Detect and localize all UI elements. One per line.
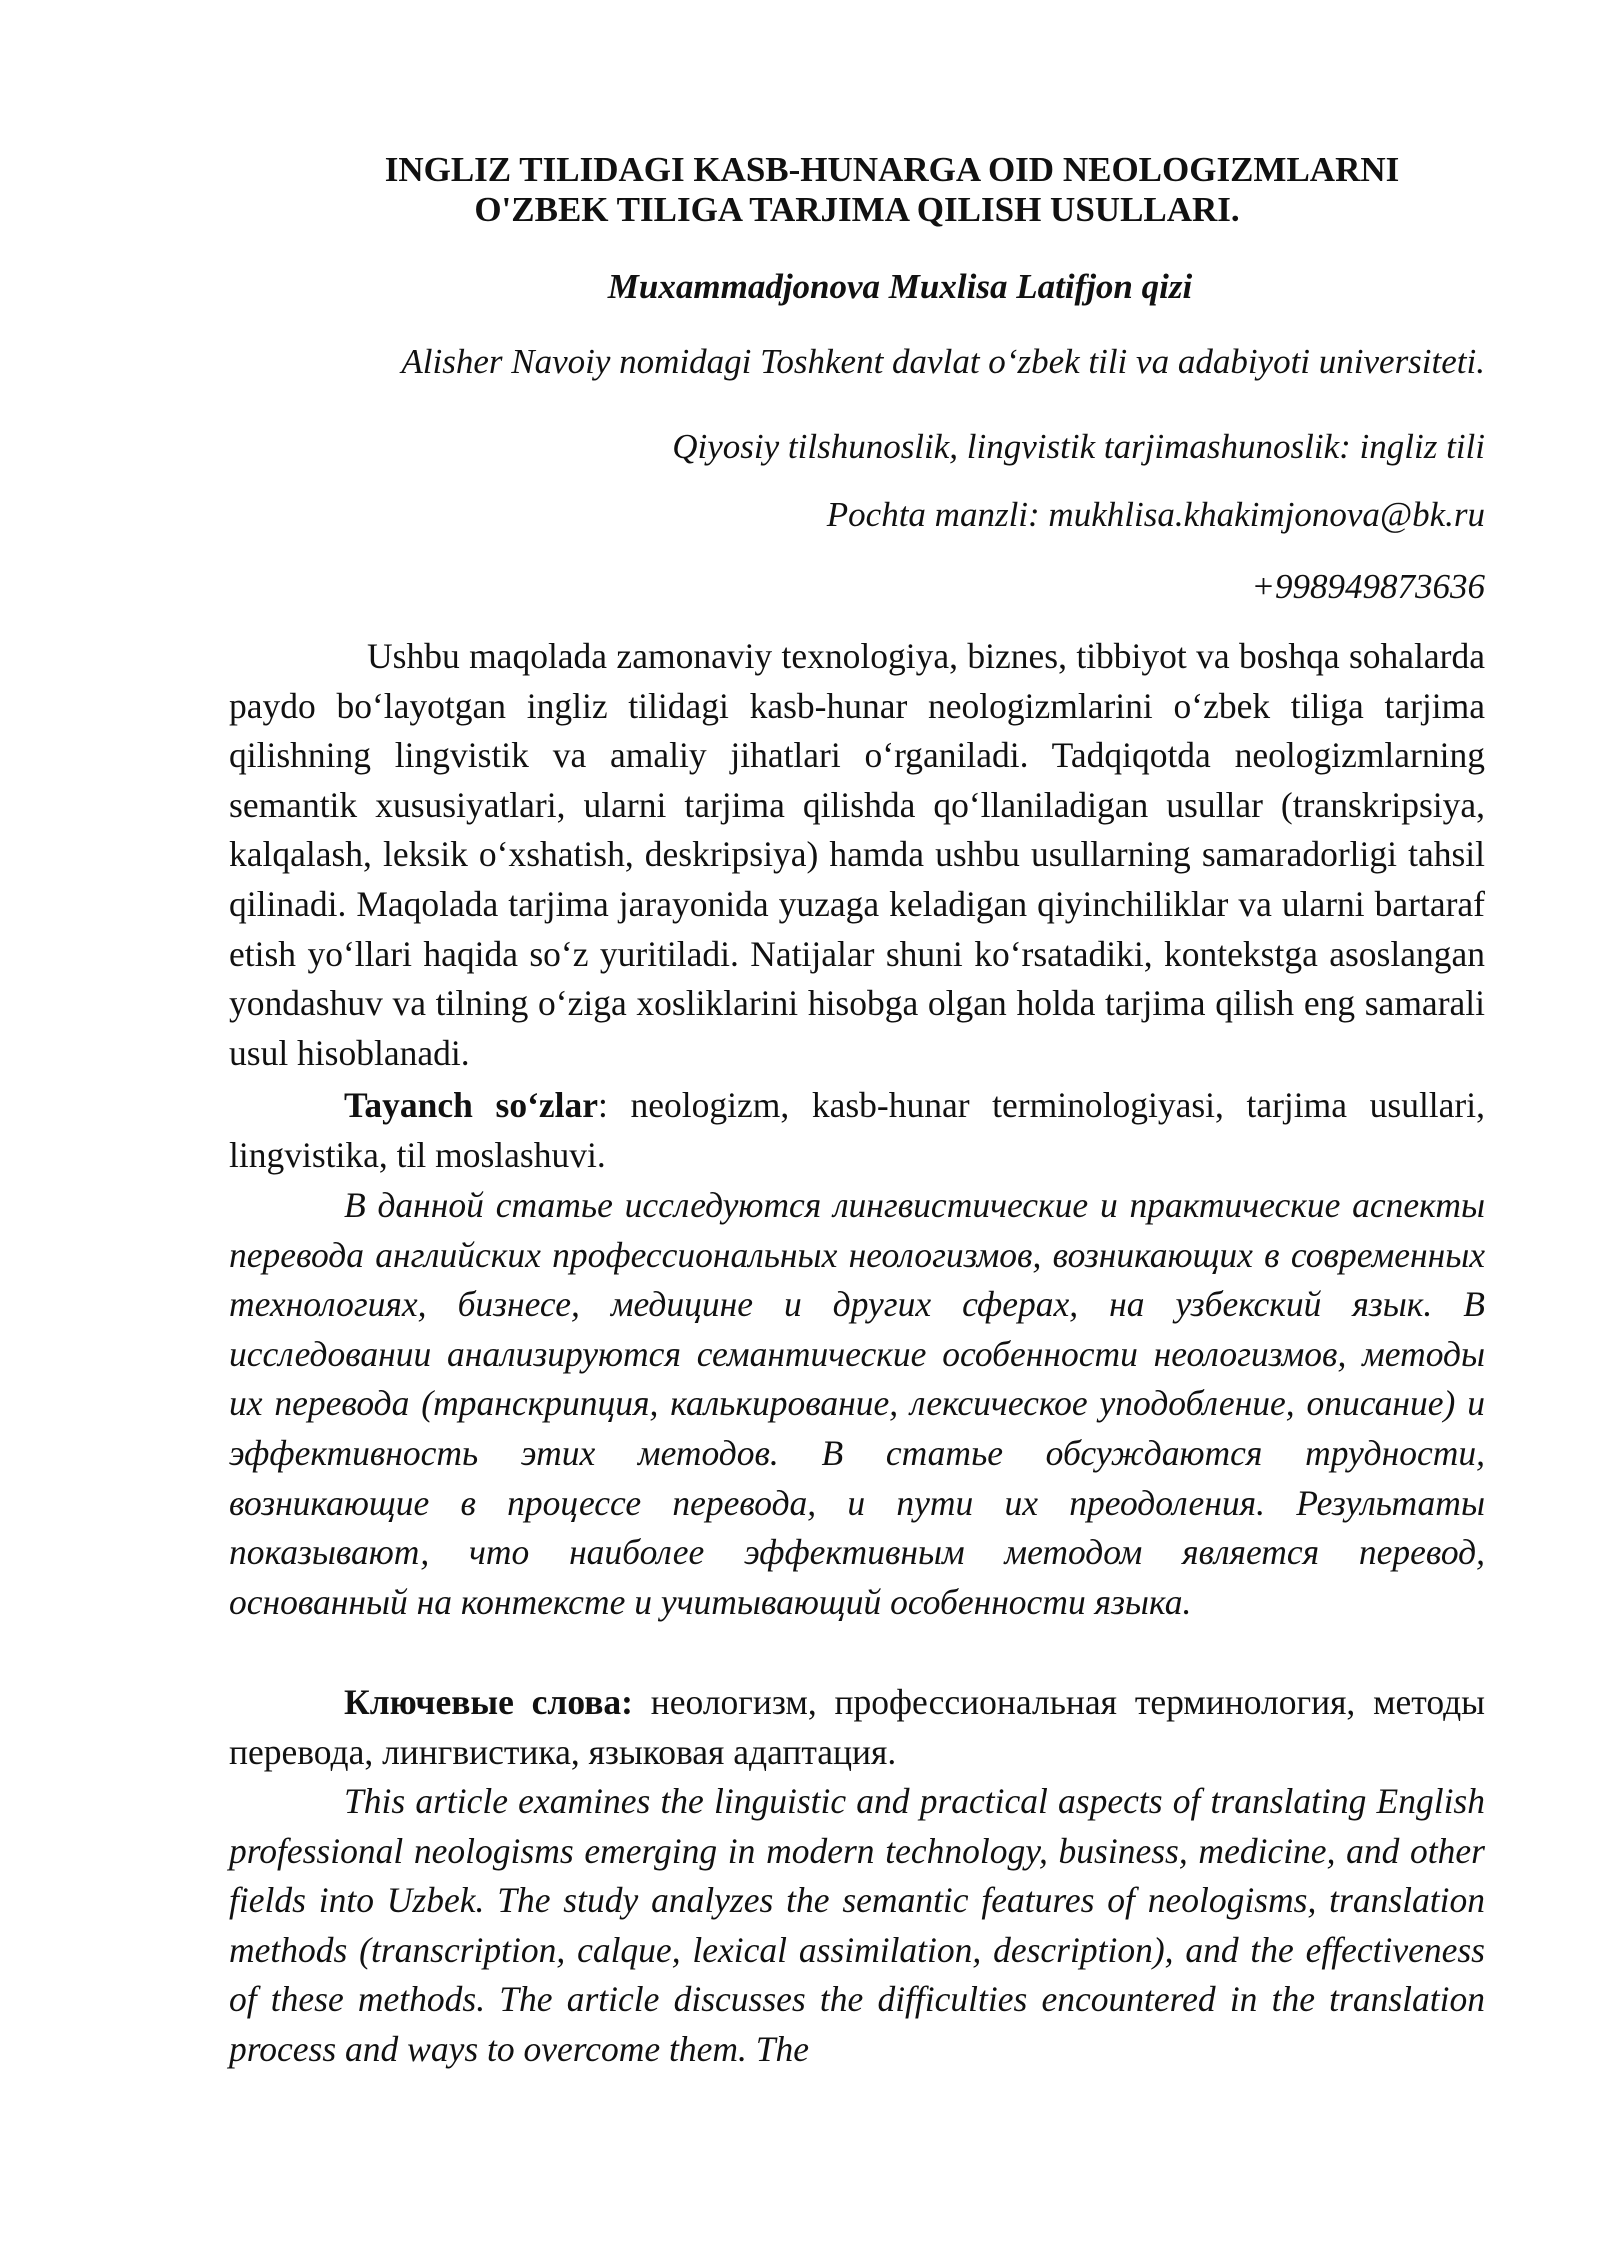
keywords-russian-text: неологизм, профессиональная терминология, методы перевода, лингвистика, языковая адаптация. — [229, 1682, 1485, 1772]
affiliation-phone: +998949873636 — [1251, 567, 1485, 606]
keywords-uzbek — [229, 1081, 1485, 1180]
title-line-2: O'ZBEK TILIGA TARJIMA QILISH USULLARI. — [474, 190, 1240, 229]
affiliation-email: Pochta manzli: mukhlisa.khakimjonova@bk.ru — [826, 495, 1485, 534]
keywords-uzbek-text: : neologizm, kasb-hunar terminologiyasi, tarjima usullari, lingvistika, til moslashuvi. — [229, 1085, 1485, 1175]
abstract-english: This article examines the linguistic and practical aspects of translating English professional neologisms emerging in modern technology, business, medicine, and other fields into Uzbek. The study analyzes the semantic features of neologisms, translation methods (transcription, calque, lexical assimilation, description), and the effectiveness of these methods. The article discusses the difficulties encountered in the translation process and ways to overcome them. The — [229, 1781, 1485, 2069]
affiliation-university: Alisher Navoiy nomidagi Toshkent davlat o‘zbek tili va adabiyoti universiteti. — [401, 342, 1485, 381]
article-title — [229, 150, 1485, 230]
author-name: Muxammadjonova Muxlisa Latifjon qizi — [607, 267, 1193, 306]
keywords-russian-label: Ключевые слова: — [344, 1682, 633, 1722]
title-line-1: INGLIZ TILIDAGI KASB-HUNARGA OID NEOLOGIZMLARNI — [384, 150, 1400, 189]
keywords-uzbek-label: Tayanch so‘zlar — [344, 1085, 599, 1125]
keywords-russian — [229, 1678, 1485, 1777]
affiliation-specialty: Qiyosiy tilshunoslik, lingvistik tarjimashunoslik: ingliz tili — [672, 427, 1485, 466]
abstract-uzbek: Ushbu maqolada zamonaviy texnologiya, biznes, tibbiyot va boshqa sohalarda paydo bo‘layotgan ingliz tilidagi kasb-hunar neologizmlarini o‘zbek tiliga tarjima qilishning lingvistik va amaliy jihatlari o‘rganiladi. Tadqiqotda neologizmlarning semantik xususiyatlari, ularni tarjima qilishda qo‘llaniladigan usullar (transkripsiya, kalqalash, leksik o‘xshatish, deskripsiya) hamda ushbu usullarning samaradorligi tahsil qilinadi. Maqolada tarjima jarayonida yuzaga keladigan qiyinchiliklar va ularni bartaraf etish yo‘llari haqida so‘z yuritiladi. Natijalar shuni ko‘rsatadiki, kontekstga asoslangan yondashuv va tilning o‘ziga xosliklarini hisobga olgan holda tarjima qilish eng samarali usul hisoblanadi. — [229, 636, 1485, 1073]
abstract-russian: В данной статье исследуются лингвистические и практические аспекты перевода английских профессиональных неологизмов, возникающих в современных технологиях, бизнесе, медицине и других сферах, на узбекский язык. В исследовании анализируются семантические особенности неологизмов, методы их перевода (транскрипция, калькирование, лексическое уподобление, описание) и эффективность этих методов. В статье обсуждаются трудности, возникающие в процессе перевода, и пути их преодоления. Результаты показывают, что наиболее эффективным методом является перевод, основанный на контексте и учитывающий особенности языка. — [229, 1185, 1485, 1622]
